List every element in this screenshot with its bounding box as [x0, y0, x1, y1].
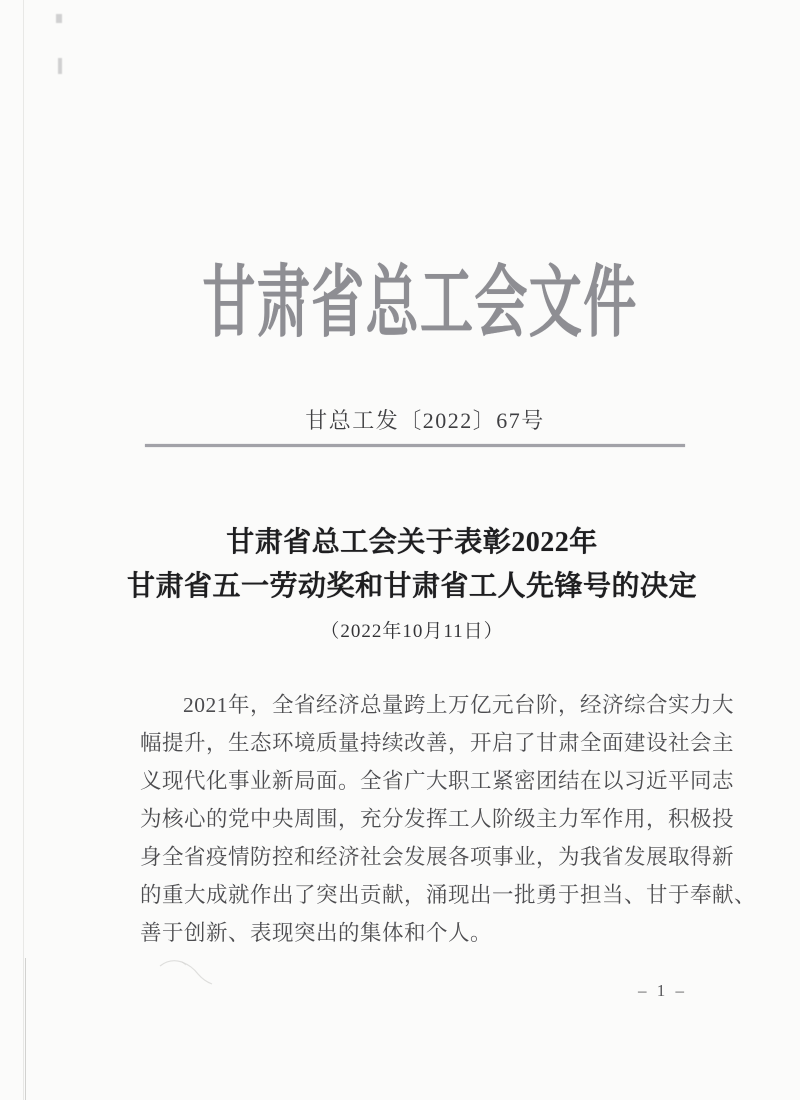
body-text-line: 善于创新、表现突出的集体和个人。 [140, 921, 493, 945]
doc-number-row [50, 404, 800, 435]
scan-edge-shadow [23, 0, 24, 1100]
document-body [140, 686, 757, 952]
document-date: （2022年10月11日） [320, 621, 504, 642]
letterhead-title: 甘肃省总工会文件 [202, 259, 638, 346]
document-title-line2: 甘肃省五一劳动奖和甘肃省工人先锋号的决定 [127, 571, 698, 602]
scan-speck [56, 14, 62, 23]
body-text-line: 为核心的党中央周围，充分发挥工人阶级主力军作用，积极投 [140, 807, 735, 831]
body-text-line: 2021年，全省经济总量跨上万亿元台阶，经济综合实力大 [183, 693, 735, 717]
body-text-line: 身全省疫情防控和经济社会发展各项事业，为我省发展取得新 [140, 845, 735, 869]
letterhead-row [40, 240, 800, 352]
letterhead-divider-rule [145, 444, 685, 447]
document-title-line1: 甘肃省总工会关于表彰2022年 [226, 527, 598, 558]
document-title-block [127, 521, 697, 643]
body-text-line: 幅提升，生态环境质量持续改善，开启了甘肃全面建设社会主 [140, 731, 735, 755]
body-text-line: 的重大成就作出了突出贡献，涌现出一批勇于担当、甘于奉献、 [140, 883, 757, 907]
scan-edge-shadow-bottom [25, 958, 26, 1100]
body-text-line: 义现代化事业新局面。全省广大职工紧密团结在以习近平同志 [140, 769, 735, 793]
document-number: 甘总工发〔2022〕67号 [305, 408, 545, 433]
scan-speck [58, 58, 62, 74]
pencil-scribble-artifact [152, 948, 227, 996]
page-number: – 1 – [638, 981, 687, 1000]
